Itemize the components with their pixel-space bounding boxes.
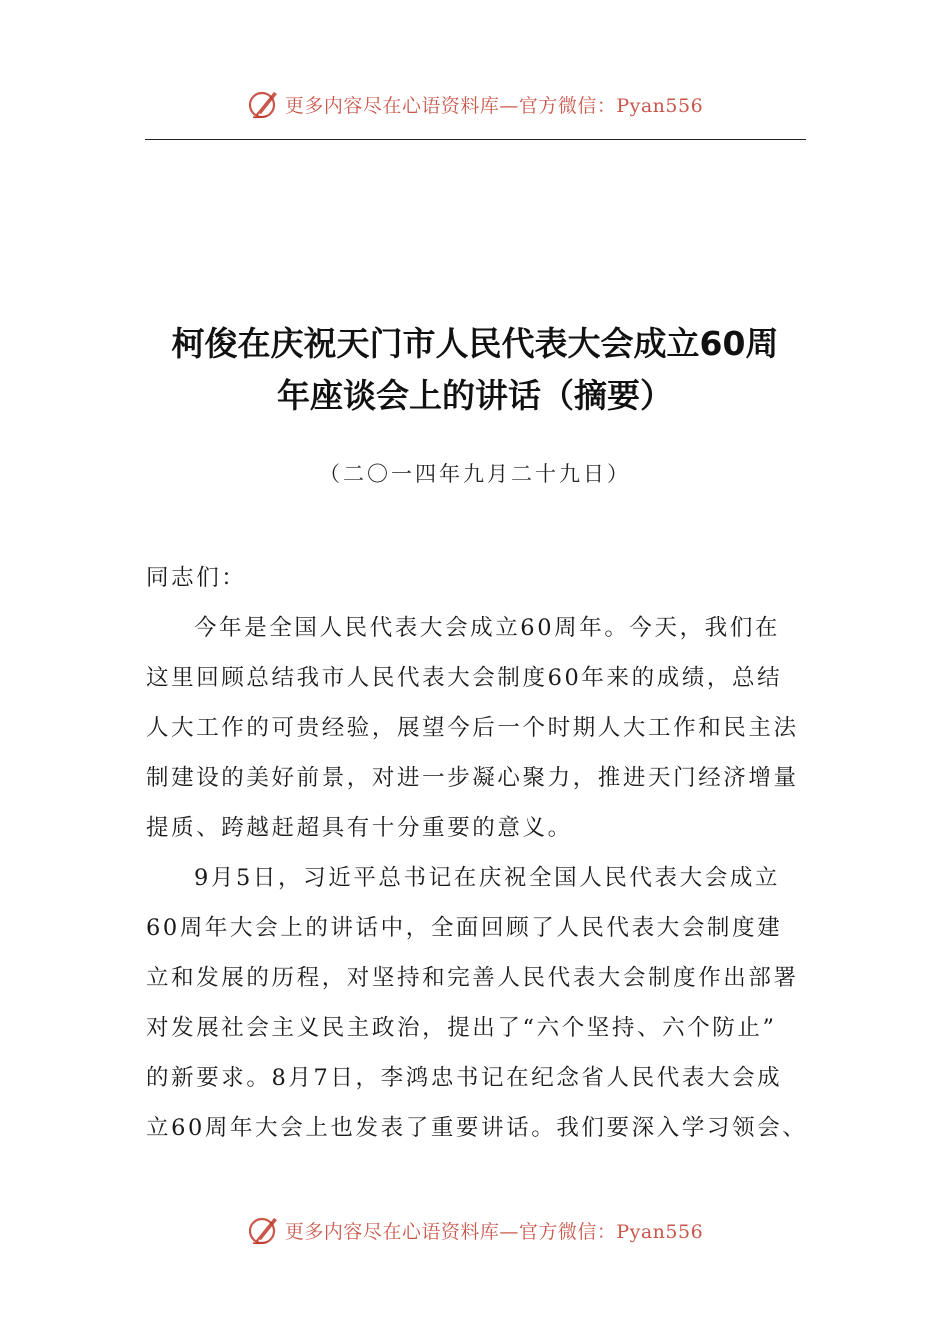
body-line: 对发展社会主义民主政治，提出了“六个坚持、六个防止” — [146, 1015, 777, 1041]
document-date: （二〇一四年九月二十九日） — [319, 462, 631, 486]
body-line: 9月5日，习近平总书记在庆祝全国人民代表大会成立 — [194, 865, 781, 891]
body-line: 人大工作的可贵经验，展望今后一个时期人大工作和民主法 — [146, 715, 799, 741]
salutation: 同志们： — [146, 565, 247, 591]
body-line: 立60周年大会上也发表了重要讲话。我们要深入学习领会、 — [146, 1115, 808, 1141]
document-title — [130, 318, 820, 422]
body-line: 这里回顾总结我市人民代表大会制度60年来的成绩，总结 — [146, 665, 783, 691]
body-line: 提质、跨越赶超具有十分重要的意义。 — [146, 815, 573, 841]
quill-pen-circle-icon — [247, 87, 281, 121]
title-line-1: 柯俊在庆祝天门市人民代表大会成立60周 — [171, 324, 779, 363]
body-line: 60周年大会上的讲话中，全面回顾了人民代表大会制度建 — [146, 915, 783, 941]
header-watermark — [0, 82, 950, 126]
body-line: 立和发展的历程，对坚持和完善人民代表大会制度作出部署 — [146, 965, 799, 991]
title-line-2: 年座谈会上的讲话（摘要） — [277, 376, 673, 415]
body-line: 今年是全国人民代表大会成立60周年。今天，我们在 — [194, 615, 781, 641]
body-line: 制建设的美好前景，对进一步凝心聚力，推进天门经济增量 — [146, 765, 799, 791]
quill-pen-circle-icon — [247, 1213, 281, 1247]
body-line: 的新要求。8月7日，李鸿忠书记在纪念省人民代表大会成 — [146, 1065, 783, 1091]
header-divider — [145, 139, 806, 140]
watermark-text: 更多内容尽在心语资料库—官方微信：Pyan556 — [284, 94, 704, 117]
document-body — [146, 553, 816, 1153]
footer-watermark — [0, 1208, 950, 1252]
watermark-text: 更多内容尽在心语资料库—官方微信：Pyan556 — [284, 1220, 704, 1243]
